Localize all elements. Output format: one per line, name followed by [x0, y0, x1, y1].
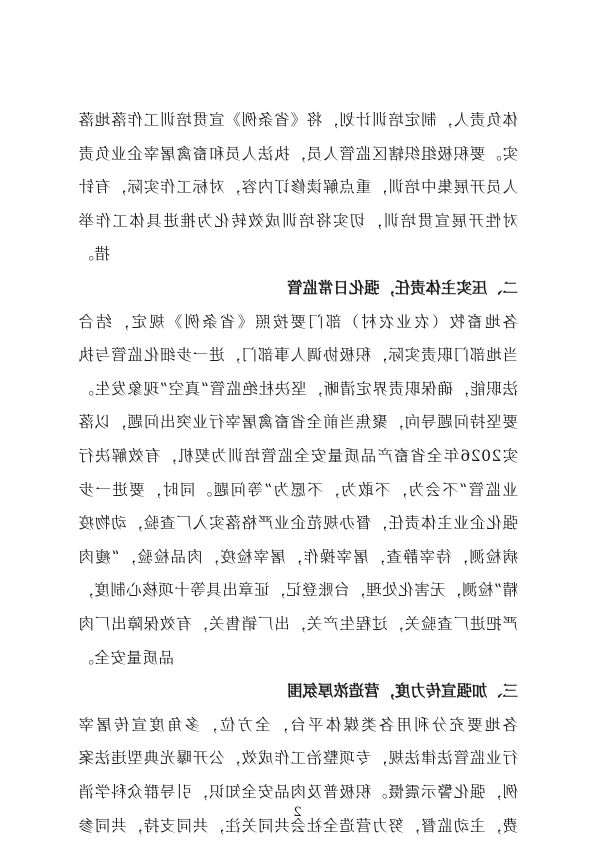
- paragraph-line: 法职能，确保职责界定清晰，坚决杜绝监管“真空”现象发生。: [78, 379, 518, 398]
- paragraph-line: 病检测，待宰静查，屠宰操作，屠宰检疫，肉品检验，“瘦肉: [78, 547, 518, 566]
- paragraph-line: 对性开展宣贯培训，切实将培训成效转化为推进具体工作举: [78, 211, 518, 230]
- paragraph-line: 实2026年全省畜产品质量安全监管培训为契机，有效解决行: [78, 447, 518, 465]
- paragraph-line: 精”检测，无害化处理，台账登记，证章出具等十项核心制度，: [77, 581, 518, 600]
- paragraph-line: 各地要充分利用各类媒体平台，全方位，多角度宣传屠宰: [78, 715, 518, 734]
- paragraph-line: 业监管“不会为，不敢为，不愿为”等问题。同时，要进一步: [78, 480, 518, 499]
- paragraph-line: 实。要积极组织辖区监管人员，执法人员和畜禽屠宰企业负责: [78, 144, 518, 163]
- paragraph-line: 人员开展集中培训，重点解读修订内容，对标工作实际，有针: [78, 178, 518, 197]
- paragraph-line: 行业监管法律法规，专项整治工作成效，公开曝光典型违法案: [78, 749, 518, 768]
- page-number: 2: [293, 805, 302, 820]
- paragraph-line: 品质量安全。: [78, 648, 174, 667]
- paragraph-line: 强化企业主体责任，督办规范企业严格落实入厂查验，动物疫: [78, 514, 518, 533]
- section-heading-2: 二、压实主体责任，强化日常监管: [287, 279, 518, 297]
- paragraph-line: 费，主动监督，努力营造全社会共同关注，共同支持，共同参: [78, 816, 518, 835]
- paragraph-line: 各地畜牧（农业农村）部门要按照《省条例》规定，结合: [78, 312, 518, 331]
- paragraph-line: 严把进厂查验关，过程生产关，出厂销售关，有效保障出厂肉: [78, 615, 518, 633]
- paragraph-line: 措。: [78, 245, 110, 264]
- paragraph-line: 体负责人，制定培训计划，将《省条例》宣贯培训工作落地落: [78, 111, 518, 129]
- paragraph-line: 要坚持问题导向，聚焦当前全省畜禽屠宰行业突出问题，以落: [78, 413, 518, 432]
- paragraph-line: 例，强化警示震慑。积极普及肉品安全知识，引导群众科学消: [78, 783, 518, 801]
- section-heading-3: 三、加强宣传力度，营造浓厚氛围: [287, 682, 518, 701]
- paragraph-line: 当地部门职责实际，积极协调人事部门，进一步细化监管与执: [78, 346, 518, 365]
